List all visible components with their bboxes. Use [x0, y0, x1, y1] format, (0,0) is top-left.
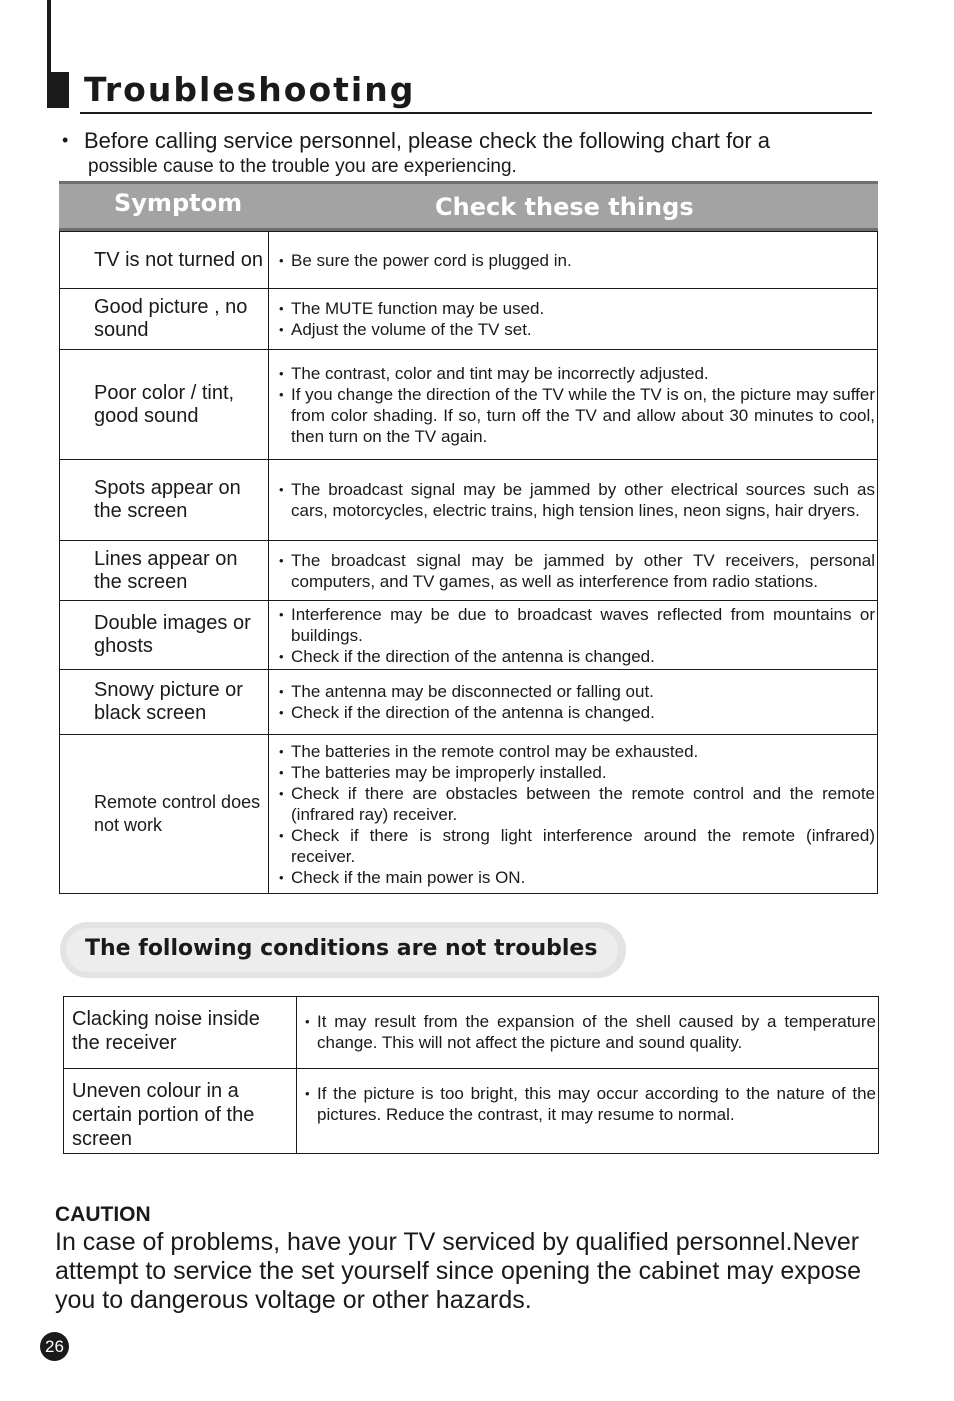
intro-text [62, 126, 892, 179]
table-row [59, 350, 878, 460]
check-item [279, 319, 875, 340]
table-row [59, 541, 878, 601]
table-row [59, 231, 878, 289]
check-item [279, 250, 875, 271]
condition-check: • It may result from the expansion of the shell caused by a temperature change. This will not affect the picture and sound quality. [297, 997, 878, 1068]
check-text: Check if the main power is ON. [291, 867, 526, 887]
caution-label: CAUTION [55, 1203, 151, 1226]
check-item [279, 363, 875, 384]
bullet-icon: • [279, 552, 284, 568]
title-underline [80, 112, 872, 114]
symptom-cell: Lines appear on the screen [60, 541, 269, 600]
check-item [279, 867, 875, 888]
check-text: The MUTE function may be used. [291, 299, 545, 318]
bullet-icon: • [279, 705, 284, 720]
check-text: The antenna may be disconnected or falling out. [291, 682, 654, 701]
check-item [279, 681, 875, 702]
symptom-cell: Good picture , no sound [60, 289, 269, 349]
check-item [279, 384, 875, 447]
table-row [59, 670, 878, 735]
conditions-table [63, 996, 879, 1154]
bullet-icon: • [279, 606, 284, 622]
check-text: Be sure the power cord is plugged in. [291, 250, 572, 270]
bullet-icon: • [279, 743, 284, 759]
check-text: The batteries may be improperly installed. [291, 762, 607, 782]
check-text: The broadcast signal may be jammed by other TV receivers, personal computers, and TV games, as well as interference from radio stations. [291, 550, 875, 591]
title-marker [47, 72, 69, 108]
intro-line-2: possible cause to the trouble you are experiencing. [88, 156, 517, 177]
header-symptom: Symptom [114, 189, 243, 217]
condition-check: • If the picture is too bright, this may occur according to the nature of the pictures. Reduce the contrast, it may resume to normal. [297, 1069, 878, 1153]
bullet-icon: • [305, 1086, 310, 1101]
check-item [279, 741, 875, 762]
bullet-icon: • [279, 482, 284, 497]
check-cell [269, 601, 877, 669]
check-cell [269, 289, 877, 349]
check-item [279, 825, 875, 867]
check-cell [269, 541, 877, 600]
bullet-icon: • [279, 764, 284, 780]
bullet-icon: • [279, 684, 284, 699]
check-text: The batteries in the remote control may be exhausted. [291, 741, 699, 761]
check-item [279, 702, 875, 723]
check-text: The contrast, color and tint may be incorrectly adjusted. [291, 363, 709, 383]
table-header [59, 181, 878, 231]
condition-symptom: Uneven colour in a certain portion of the screen [64, 1069, 297, 1153]
intro-line-1: Before calling service personnel, please check the following chart for a [84, 128, 771, 153]
table-row [59, 460, 878, 541]
check-item [279, 646, 875, 667]
check-text: Check if there are obstacles between the remote control and the remote (infrared ray) receiver. [291, 783, 875, 824]
symptom-cell: Poor color / tint, good sound [60, 350, 269, 459]
header-check: Check these things [435, 193, 694, 221]
bullet-icon: • [279, 869, 284, 885]
table-row [59, 289, 878, 350]
check-text: Check if the direction of the antenna is changed. [291, 703, 655, 722]
conditions-title: The following conditions are not troubles [85, 936, 598, 961]
check-text: Check if there is strong light interference around the remote (infrared) receiver. [291, 825, 875, 866]
check-item [279, 550, 875, 592]
check-cell [269, 232, 877, 288]
check-text: Interference may be due to broadcast waves reflected from mountains or buildings. [291, 604, 875, 645]
bullet-icon: • [279, 827, 284, 843]
bullet-icon: • [279, 386, 284, 402]
symptom-cell: Remote control does not work [60, 735, 269, 893]
page-number: 26 [40, 1332, 69, 1361]
bullet-icon: • [279, 648, 284, 664]
bullet-icon: • [62, 130, 69, 150]
symptom-cell: TV is not turned on [60, 232, 269, 288]
symptom-cell: Double images or ghosts [60, 601, 269, 669]
check-text: If you change the direction of the TV while the TV is on, the picture may suffer from color shading. If so, turn off the TV and allow about 30 minutes to cool, then turn on the TV again. [291, 384, 875, 446]
table-row [59, 601, 878, 670]
check-cell [269, 670, 877, 734]
table-row [64, 1068, 878, 1153]
bullet-icon: • [279, 365, 284, 381]
bullet-icon: • [279, 322, 284, 337]
check-item [279, 479, 875, 521]
condition-symptom: Clacking noise inside the receiver [64, 997, 297, 1068]
symptom-cell: Snowy picture or black screen [60, 670, 269, 734]
bullet-icon: • [305, 1014, 310, 1029]
table-row [64, 997, 878, 1068]
troubleshooting-table [59, 181, 878, 894]
symptom-cell: Spots appear on the screen [60, 460, 269, 540]
bullet-icon: • [279, 252, 284, 268]
page-title: Troubleshooting [84, 70, 416, 109]
check-text: The broadcast signal may be jammed by other electrical sources such as cars, motorcycles, electric trains, high tension lines, neon signs, hair dryers. [291, 480, 875, 520]
check-item [279, 298, 875, 319]
check-text: Adjust the volume of the TV set. [291, 320, 532, 339]
check-cell [269, 735, 877, 893]
bullet-icon: • [279, 785, 284, 801]
check-cell [269, 460, 877, 540]
check-text: Check if the direction of the antenna is changed. [291, 646, 655, 666]
check-item [279, 604, 875, 646]
bullet-icon: • [279, 301, 284, 316]
check-item [279, 762, 875, 783]
table-row [59, 735, 878, 894]
check-cell [269, 350, 877, 459]
check-item [279, 783, 875, 825]
caution-text: In case of problems, have your TV serviced by qualified personnel.Never attempt to service the set yourself since opening the cabinet may expose you to dangerous voltage or other hazards. [55, 1228, 862, 1314]
